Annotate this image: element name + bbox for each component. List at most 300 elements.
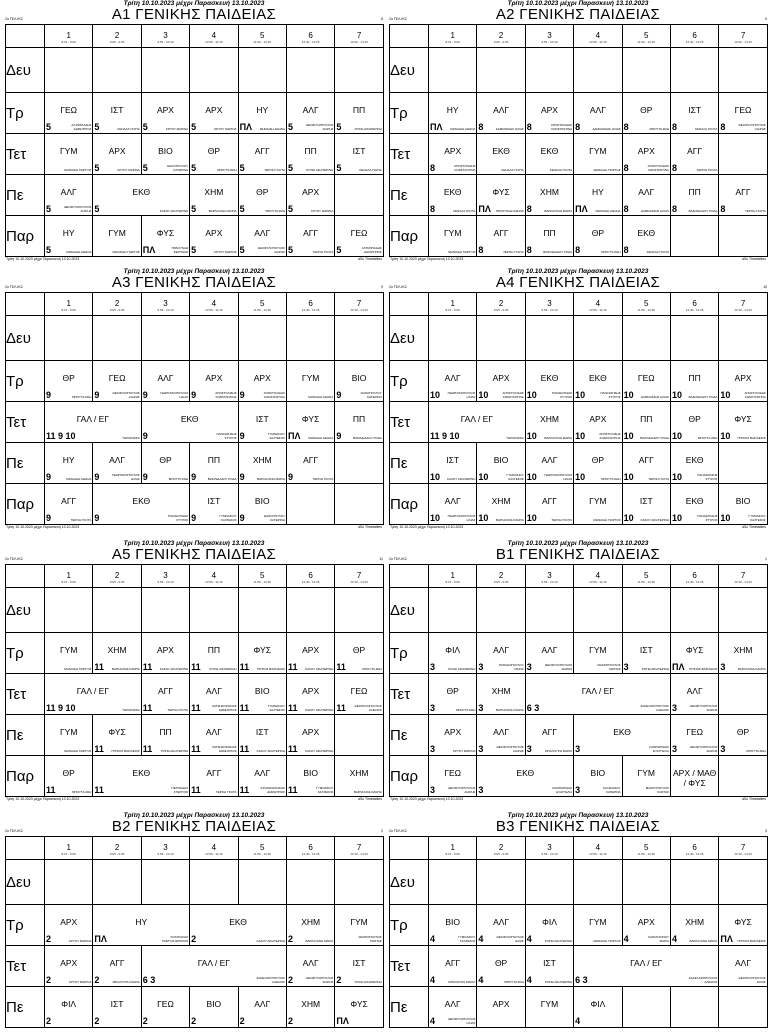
lesson-cell[interactable] [238, 175, 286, 216]
lesson-cell[interactable] [670, 756, 718, 797]
lesson-cell[interactable] [335, 715, 383, 756]
lesson-cell[interactable] [45, 134, 93, 175]
lesson-cell[interactable] [622, 756, 670, 797]
lesson-cell[interactable] [525, 674, 670, 715]
lesson-cell[interactable] [190, 175, 238, 216]
lesson-cell[interactable] [429, 674, 477, 715]
lesson-cell[interactable] [622, 134, 670, 175]
lesson-cell[interactable] [45, 48, 93, 93]
lesson-cell[interactable] [719, 134, 767, 175]
lesson-cell[interactable] [574, 715, 671, 756]
classroom-number: 10 [478, 472, 489, 482]
class-title: Α4 ΓΕΝΙΚΗΣ ΠΑΙΔΕΙΑΣ [495, 274, 661, 291]
lesson-cell[interactable] [719, 402, 767, 443]
lesson-cell[interactable] [670, 361, 718, 402]
lesson-cell[interactable] [525, 860, 573, 905]
lesson-cell[interactable] [429, 134, 477, 175]
lesson-cell[interactable] [719, 175, 767, 216]
lesson-cell[interactable] [141, 946, 286, 987]
teacher-name: ΡΟΓΕΙ ΑΙΚΑΤΕΡΙΝΗ [354, 979, 382, 984]
lesson-cell[interactable] [238, 48, 286, 93]
lesson-cell[interactable] [190, 633, 238, 674]
lesson-cell[interactable] [622, 316, 670, 361]
lesson-cell[interactable] [670, 316, 718, 361]
teacher-name: ΒΑΡΛΑΥΑΝΗ ΜΑΡΙΑ [544, 208, 573, 213]
day-label: Τετ [390, 402, 429, 443]
period-time: 9:55 - 10:40 [541, 580, 558, 584]
subject-code: ΑΡΧ [253, 373, 271, 383]
lesson-cell[interactable] [574, 216, 622, 257]
classroom-number: 2 [94, 1016, 100, 1026]
lesson-cell[interactable] [525, 588, 573, 633]
period-time: 9:05 - 9:45 [493, 852, 509, 856]
lesson-cell[interactable] [622, 443, 670, 484]
lesson-cell[interactable] [670, 987, 718, 1028]
lesson-cell[interactable] [45, 633, 93, 674]
lesson-cell[interactable] [335, 905, 383, 946]
period-number: 6 [308, 843, 313, 852]
lesson-cell[interactable] [335, 134, 383, 175]
lesson-cell[interactable] [141, 316, 189, 361]
subject-code: ΦΥΣ [685, 645, 704, 655]
lesson-cell[interactable] [190, 905, 287, 946]
subject-code: ΑΓΓ [61, 496, 77, 506]
lesson-cell[interactable] [286, 48, 334, 93]
lesson-cell[interactable] [525, 361, 573, 402]
lesson-cell[interactable] [719, 674, 767, 715]
lesson-cell[interactable] [335, 633, 383, 674]
teacher-name: ΜΗΝΑΙΔΗ ΑΘΗΝΑ [259, 126, 285, 131]
lesson-cell[interactable] [477, 633, 525, 674]
lesson-cell[interactable] [45, 987, 93, 1028]
lesson-cell[interactable] [286, 134, 334, 175]
lesson-cell[interactable] [429, 48, 477, 93]
lesson-cell[interactable] [622, 402, 670, 443]
lesson-cell[interactable] [670, 134, 718, 175]
lesson-cell[interactable] [238, 443, 286, 484]
lesson-cell[interactable] [45, 674, 142, 715]
lesson-cell[interactable] [622, 48, 670, 93]
lesson-cell[interactable] [286, 674, 334, 715]
lesson-cell[interactable] [574, 134, 622, 175]
lesson-cell[interactable] [93, 134, 141, 175]
lesson-cell[interactable] [429, 905, 477, 946]
period-header [670, 293, 718, 316]
lesson-cell[interactable] [574, 905, 622, 946]
lesson-cell[interactable] [477, 946, 525, 987]
lesson-cell[interactable] [45, 93, 93, 134]
lesson-cell[interactable] [719, 905, 767, 946]
teacher-name: ΜΗΝΑΙΔΗ ΓΙΩΡΓΟΣ [593, 517, 621, 522]
lesson-cell[interactable] [719, 361, 767, 402]
period-time: 12:40 - 13:25 [685, 40, 704, 44]
classroom-number: 11 [191, 662, 201, 672]
lesson-cell[interactable] [719, 484, 767, 525]
lesson-cell[interactable] [286, 484, 334, 525]
lesson-cell[interactable] [670, 860, 718, 905]
lesson-cell[interactable] [477, 756, 574, 797]
lesson-cell[interactable] [477, 48, 525, 93]
lesson-cell[interactable] [574, 946, 719, 987]
lesson-cell[interactable] [719, 588, 767, 633]
subject-code: ΓΑΛ / ΕΓ [581, 686, 614, 696]
lesson-cell[interactable] [574, 860, 622, 905]
lesson-cell[interactable] [238, 93, 286, 134]
lesson-cell[interactable] [141, 216, 189, 257]
lesson-cell[interactable] [525, 216, 573, 257]
lesson-cell[interactable] [238, 402, 286, 443]
lesson-cell[interactable] [477, 987, 525, 1028]
lesson-cell[interactable] [525, 48, 573, 93]
lesson-cell[interactable] [335, 860, 383, 905]
lesson-cell[interactable] [190, 987, 238, 1028]
lesson-cell[interactable] [525, 715, 573, 756]
lesson-cell[interactable] [670, 905, 718, 946]
lesson-cell[interactable] [574, 93, 622, 134]
lesson-cell[interactable] [238, 756, 286, 797]
lesson-cell[interactable] [45, 946, 93, 987]
school-name: 2ο ΓΕΛ ΙΚΖ [5, 17, 23, 21]
lesson-cell[interactable] [93, 987, 141, 1028]
lesson-cell[interactable] [622, 987, 670, 1028]
lesson-cell[interactable] [574, 756, 622, 797]
subject-code: ΕΚΘ [685, 455, 704, 465]
classroom-number: ΠΛ [720, 934, 733, 944]
lesson-cell[interactable] [477, 361, 525, 402]
lesson-cell[interactable] [335, 93, 383, 134]
lesson-cell[interactable] [45, 216, 93, 257]
lesson-cell[interactable] [93, 361, 141, 402]
lesson-cell[interactable] [477, 715, 525, 756]
lesson-cell[interactable] [190, 715, 238, 756]
lesson-cell[interactable] [574, 316, 622, 361]
teacher-name: ΓΕΩΡΓΑΚΟΠΟΥΛΟΣ ΗΛΙΑΣ [447, 514, 476, 522]
lesson-cell[interactable] [45, 402, 142, 443]
subject-code: ΧΗΜ [540, 187, 559, 197]
lesson-cell[interactable] [525, 443, 573, 484]
teacher-name: ΠΕΤΡΑΙΔΗΣ ΣΤΕΡΓΙΟΣ [171, 786, 189, 794]
lesson-cell[interactable] [525, 905, 573, 946]
lesson-cell[interactable] [45, 860, 93, 905]
lesson-cell[interactable] [335, 588, 383, 633]
classroom-number: 5 [142, 122, 148, 132]
lesson-cell[interactable] [93, 484, 190, 525]
lesson-cell[interactable] [335, 175, 383, 216]
lesson-cell[interactable] [622, 484, 670, 525]
lesson-cell[interactable] [477, 588, 525, 633]
lesson-cell[interactable] [477, 860, 525, 905]
lesson-cell[interactable] [93, 860, 141, 905]
lesson-cell[interactable] [141, 715, 189, 756]
lesson-cell[interactable] [45, 588, 93, 633]
lesson-cell[interactable] [45, 361, 93, 402]
lesson-cell[interactable] [190, 443, 238, 484]
timetable-block [388, 812, 768, 1034]
lesson-cell[interactable] [477, 134, 525, 175]
lesson-cell[interactable] [525, 402, 573, 443]
day-row [6, 633, 384, 674]
lesson-cell[interactable] [670, 48, 718, 93]
lesson-cell[interactable] [477, 443, 525, 484]
lesson-cell[interactable] [141, 134, 189, 175]
lesson-cell[interactable] [335, 484, 383, 525]
lesson-cell[interactable] [93, 588, 141, 633]
lesson-cell[interactable] [45, 905, 93, 946]
lesson-cell[interactable] [93, 905, 190, 946]
lesson-cell[interactable] [574, 588, 622, 633]
lesson-cell[interactable] [93, 175, 190, 216]
lesson-cell[interactable] [93, 756, 190, 797]
subject-code: ΑΛΓ [444, 496, 461, 506]
lesson-cell[interactable] [525, 134, 573, 175]
lesson-cell[interactable] [429, 588, 477, 633]
lesson-cell[interactable] [429, 216, 477, 257]
subject-code: ΑΓΓ [735, 187, 751, 197]
lesson-cell[interactable] [93, 48, 141, 93]
lesson-cell[interactable] [238, 134, 286, 175]
lesson-cell[interactable] [45, 756, 93, 797]
lesson-cell[interactable] [141, 361, 189, 402]
lesson-cell[interactable] [335, 361, 383, 402]
lesson-cell[interactable] [93, 443, 141, 484]
day-row [6, 48, 384, 93]
lesson-cell[interactable] [93, 633, 141, 674]
lesson-cell[interactable] [719, 216, 767, 257]
lesson-cell[interactable] [429, 987, 477, 1028]
lesson-cell[interactable] [719, 946, 767, 987]
lesson-cell[interactable] [190, 361, 238, 402]
lesson-cell[interactable] [190, 756, 238, 797]
lesson-cell[interactable] [141, 48, 189, 93]
lesson-cell[interactable] [335, 756, 383, 797]
teacher-name: ΘΕΟΦΥΛΟΠΟΥΛΟΣ ΑΙΑΡΗΣ [690, 745, 718, 753]
lesson-cell[interactable] [335, 316, 383, 361]
lesson-cell[interactable] [670, 674, 718, 715]
lesson-cell[interactable] [429, 175, 477, 216]
lesson-cell[interactable] [719, 860, 767, 905]
lesson-cell[interactable] [190, 588, 238, 633]
lesson-cell[interactable] [670, 484, 718, 525]
lesson-cell[interactable] [238, 316, 286, 361]
lesson-cell[interactable] [190, 484, 238, 525]
lesson-cell[interactable] [45, 443, 93, 484]
lesson-cell[interactable] [719, 633, 767, 674]
lesson-cell[interactable] [477, 905, 525, 946]
subject-code: ΑΓΓ [303, 455, 319, 465]
lesson-cell[interactable] [286, 905, 334, 946]
lesson-cell[interactable] [525, 175, 573, 216]
lesson-cell[interactable] [477, 484, 525, 525]
period-time: 9:55 - 10:40 [157, 40, 174, 44]
lesson-cell[interactable] [93, 93, 141, 134]
lesson-cell[interactable] [574, 402, 622, 443]
lesson-cell[interactable] [141, 443, 189, 484]
lesson-cell[interactable] [719, 93, 767, 134]
lesson-cell[interactable] [335, 946, 383, 987]
lesson-cell[interactable] [574, 361, 622, 402]
lesson-cell[interactable] [525, 484, 573, 525]
lesson-cell[interactable] [574, 443, 622, 484]
lesson-cell[interactable] [477, 93, 525, 134]
lesson-cell[interactable] [525, 93, 573, 134]
lesson-cell[interactable] [141, 402, 238, 443]
lesson-cell[interactable] [670, 443, 718, 484]
lesson-cell[interactable] [286, 946, 334, 987]
period-number: 4 [595, 31, 601, 40]
lesson-cell[interactable] [190, 93, 238, 134]
lesson-cell[interactable] [622, 633, 670, 674]
day-label: Πε [390, 987, 429, 1028]
lesson-cell[interactable] [93, 216, 141, 257]
lesson-cell[interactable] [238, 633, 286, 674]
lesson-cell[interactable] [286, 361, 334, 402]
lesson-cell[interactable] [141, 633, 189, 674]
lesson-cell[interactable] [286, 93, 334, 134]
lesson-cell[interactable] [238, 715, 286, 756]
lesson-cell[interactable] [622, 588, 670, 633]
lesson-cell[interactable] [190, 134, 238, 175]
lesson-cell[interactable] [335, 216, 383, 257]
classroom-number: 9 [142, 472, 148, 482]
lesson-cell[interactable] [429, 402, 526, 443]
lesson-cell[interactable] [335, 402, 383, 443]
lesson-cell[interactable] [190, 316, 238, 361]
lesson-cell[interactable] [286, 987, 334, 1028]
lesson-cell[interactable] [622, 361, 670, 402]
lesson-cell[interactable] [622, 216, 670, 257]
lesson-cell[interactable] [525, 633, 573, 674]
period-number: 7 [356, 843, 362, 852]
lesson-cell[interactable] [335, 48, 383, 93]
lesson-cell[interactable] [429, 756, 477, 797]
lesson-cell[interactable] [670, 216, 718, 257]
lesson-cell[interactable] [719, 443, 767, 484]
lesson-cell[interactable] [719, 756, 767, 797]
lesson-cell[interactable] [238, 361, 286, 402]
lesson-cell[interactable] [525, 946, 573, 987]
lesson-cell[interactable] [45, 484, 93, 525]
lesson-cell[interactable] [429, 484, 477, 525]
lesson-cell[interactable] [574, 175, 622, 216]
lesson-cell[interactable] [190, 48, 238, 93]
subject-code: ΗΥ [62, 455, 75, 465]
lesson-cell[interactable] [141, 588, 189, 633]
lesson-cell[interactable] [477, 674, 525, 715]
lesson-cell[interactable] [286, 216, 334, 257]
lesson-cell[interactable] [574, 987, 622, 1028]
lesson-cell[interactable] [719, 48, 767, 93]
lesson-cell[interactable] [45, 175, 93, 216]
period-time: 10:55 - 11:40 [205, 40, 223, 44]
subject-code: ΓΥΜ [637, 768, 655, 778]
lesson-cell[interactable] [477, 216, 525, 257]
lesson-cell[interactable] [574, 633, 622, 674]
lesson-cell[interactable] [93, 946, 141, 987]
classroom-number: 5 [287, 245, 293, 255]
lesson-cell[interactable] [335, 987, 383, 1028]
lesson-cell[interactable] [286, 633, 334, 674]
lesson-cell[interactable] [622, 860, 670, 905]
lesson-cell[interactable] [286, 175, 334, 216]
subject-code: ΑΓΓ [254, 146, 270, 156]
lesson-cell[interactable] [429, 946, 477, 987]
lesson-cell[interactable] [574, 484, 622, 525]
day-label: Τρ [390, 633, 429, 674]
lesson-cell[interactable] [477, 316, 525, 361]
lesson-cell[interactable] [45, 715, 93, 756]
lesson-cell[interactable] [141, 987, 189, 1028]
lesson-cell[interactable] [429, 361, 477, 402]
lesson-cell[interactable] [238, 484, 286, 525]
lesson-cell[interactable] [286, 715, 334, 756]
lesson-cell[interactable] [719, 715, 767, 756]
lesson-cell[interactable] [45, 316, 93, 361]
lesson-cell[interactable] [190, 674, 238, 715]
lesson-cell[interactable] [141, 93, 189, 134]
lesson-cell[interactable] [141, 860, 189, 905]
lesson-cell[interactable] [238, 987, 286, 1028]
lesson-cell[interactable] [286, 860, 334, 905]
lesson-cell[interactable] [190, 860, 238, 905]
subject-code: ΦΙΛ [542, 917, 557, 927]
lesson-cell[interactable] [622, 175, 670, 216]
lesson-cell[interactable] [429, 633, 477, 674]
lesson-cell[interactable] [238, 674, 286, 715]
lesson-cell[interactable] [477, 175, 525, 216]
lesson-cell[interactable] [574, 48, 622, 93]
lesson-cell[interactable] [429, 715, 477, 756]
lesson-cell[interactable] [286, 402, 334, 443]
lesson-cell[interactable] [286, 443, 334, 484]
lesson-cell[interactable] [238, 588, 286, 633]
lesson-cell[interactable] [670, 402, 718, 443]
lesson-cell[interactable] [190, 216, 238, 257]
lesson-cell[interactable] [238, 216, 286, 257]
period-number: 1 [450, 843, 455, 852]
subject-code: ΙΣΤ [639, 645, 653, 655]
lesson-cell[interactable] [670, 175, 718, 216]
lesson-cell[interactable] [238, 860, 286, 905]
lesson-cell[interactable] [429, 93, 477, 134]
lesson-cell[interactable] [525, 316, 573, 361]
lesson-cell[interactable] [335, 443, 383, 484]
lesson-cell[interactable] [622, 905, 670, 946]
classroom-number: 6 3 [142, 975, 156, 985]
timetable-header [4, 268, 384, 292]
subject-code: ΒΙΟ [590, 768, 606, 778]
teacher-name: ΓΥΜΝΑΣΙΟΥ ΣΑΛΤΕΣΟΣ [458, 935, 476, 943]
lesson-cell[interactable] [429, 443, 477, 484]
lesson-cell[interactable] [719, 316, 767, 361]
lesson-cell[interactable] [429, 860, 477, 905]
lesson-cell[interactable] [286, 316, 334, 361]
lesson-cell[interactable] [93, 316, 141, 361]
lesson-cell[interactable] [141, 674, 189, 715]
lesson-cell[interactable] [670, 93, 718, 134]
lesson-cell[interactable] [335, 674, 383, 715]
lesson-cell[interactable] [670, 715, 718, 756]
lesson-cell[interactable] [286, 756, 334, 797]
lesson-cell[interactable] [286, 588, 334, 633]
lesson-cell[interactable] [622, 93, 670, 134]
lesson-cell[interactable] [525, 987, 573, 1028]
lesson-cell[interactable] [429, 316, 477, 361]
lesson-cell[interactable] [670, 588, 718, 633]
lesson-cell[interactable] [670, 633, 718, 674]
subject-code: ΑΡΧ [734, 373, 752, 383]
lesson-cell[interactable] [719, 987, 767, 1028]
lesson-cell[interactable] [93, 715, 141, 756]
